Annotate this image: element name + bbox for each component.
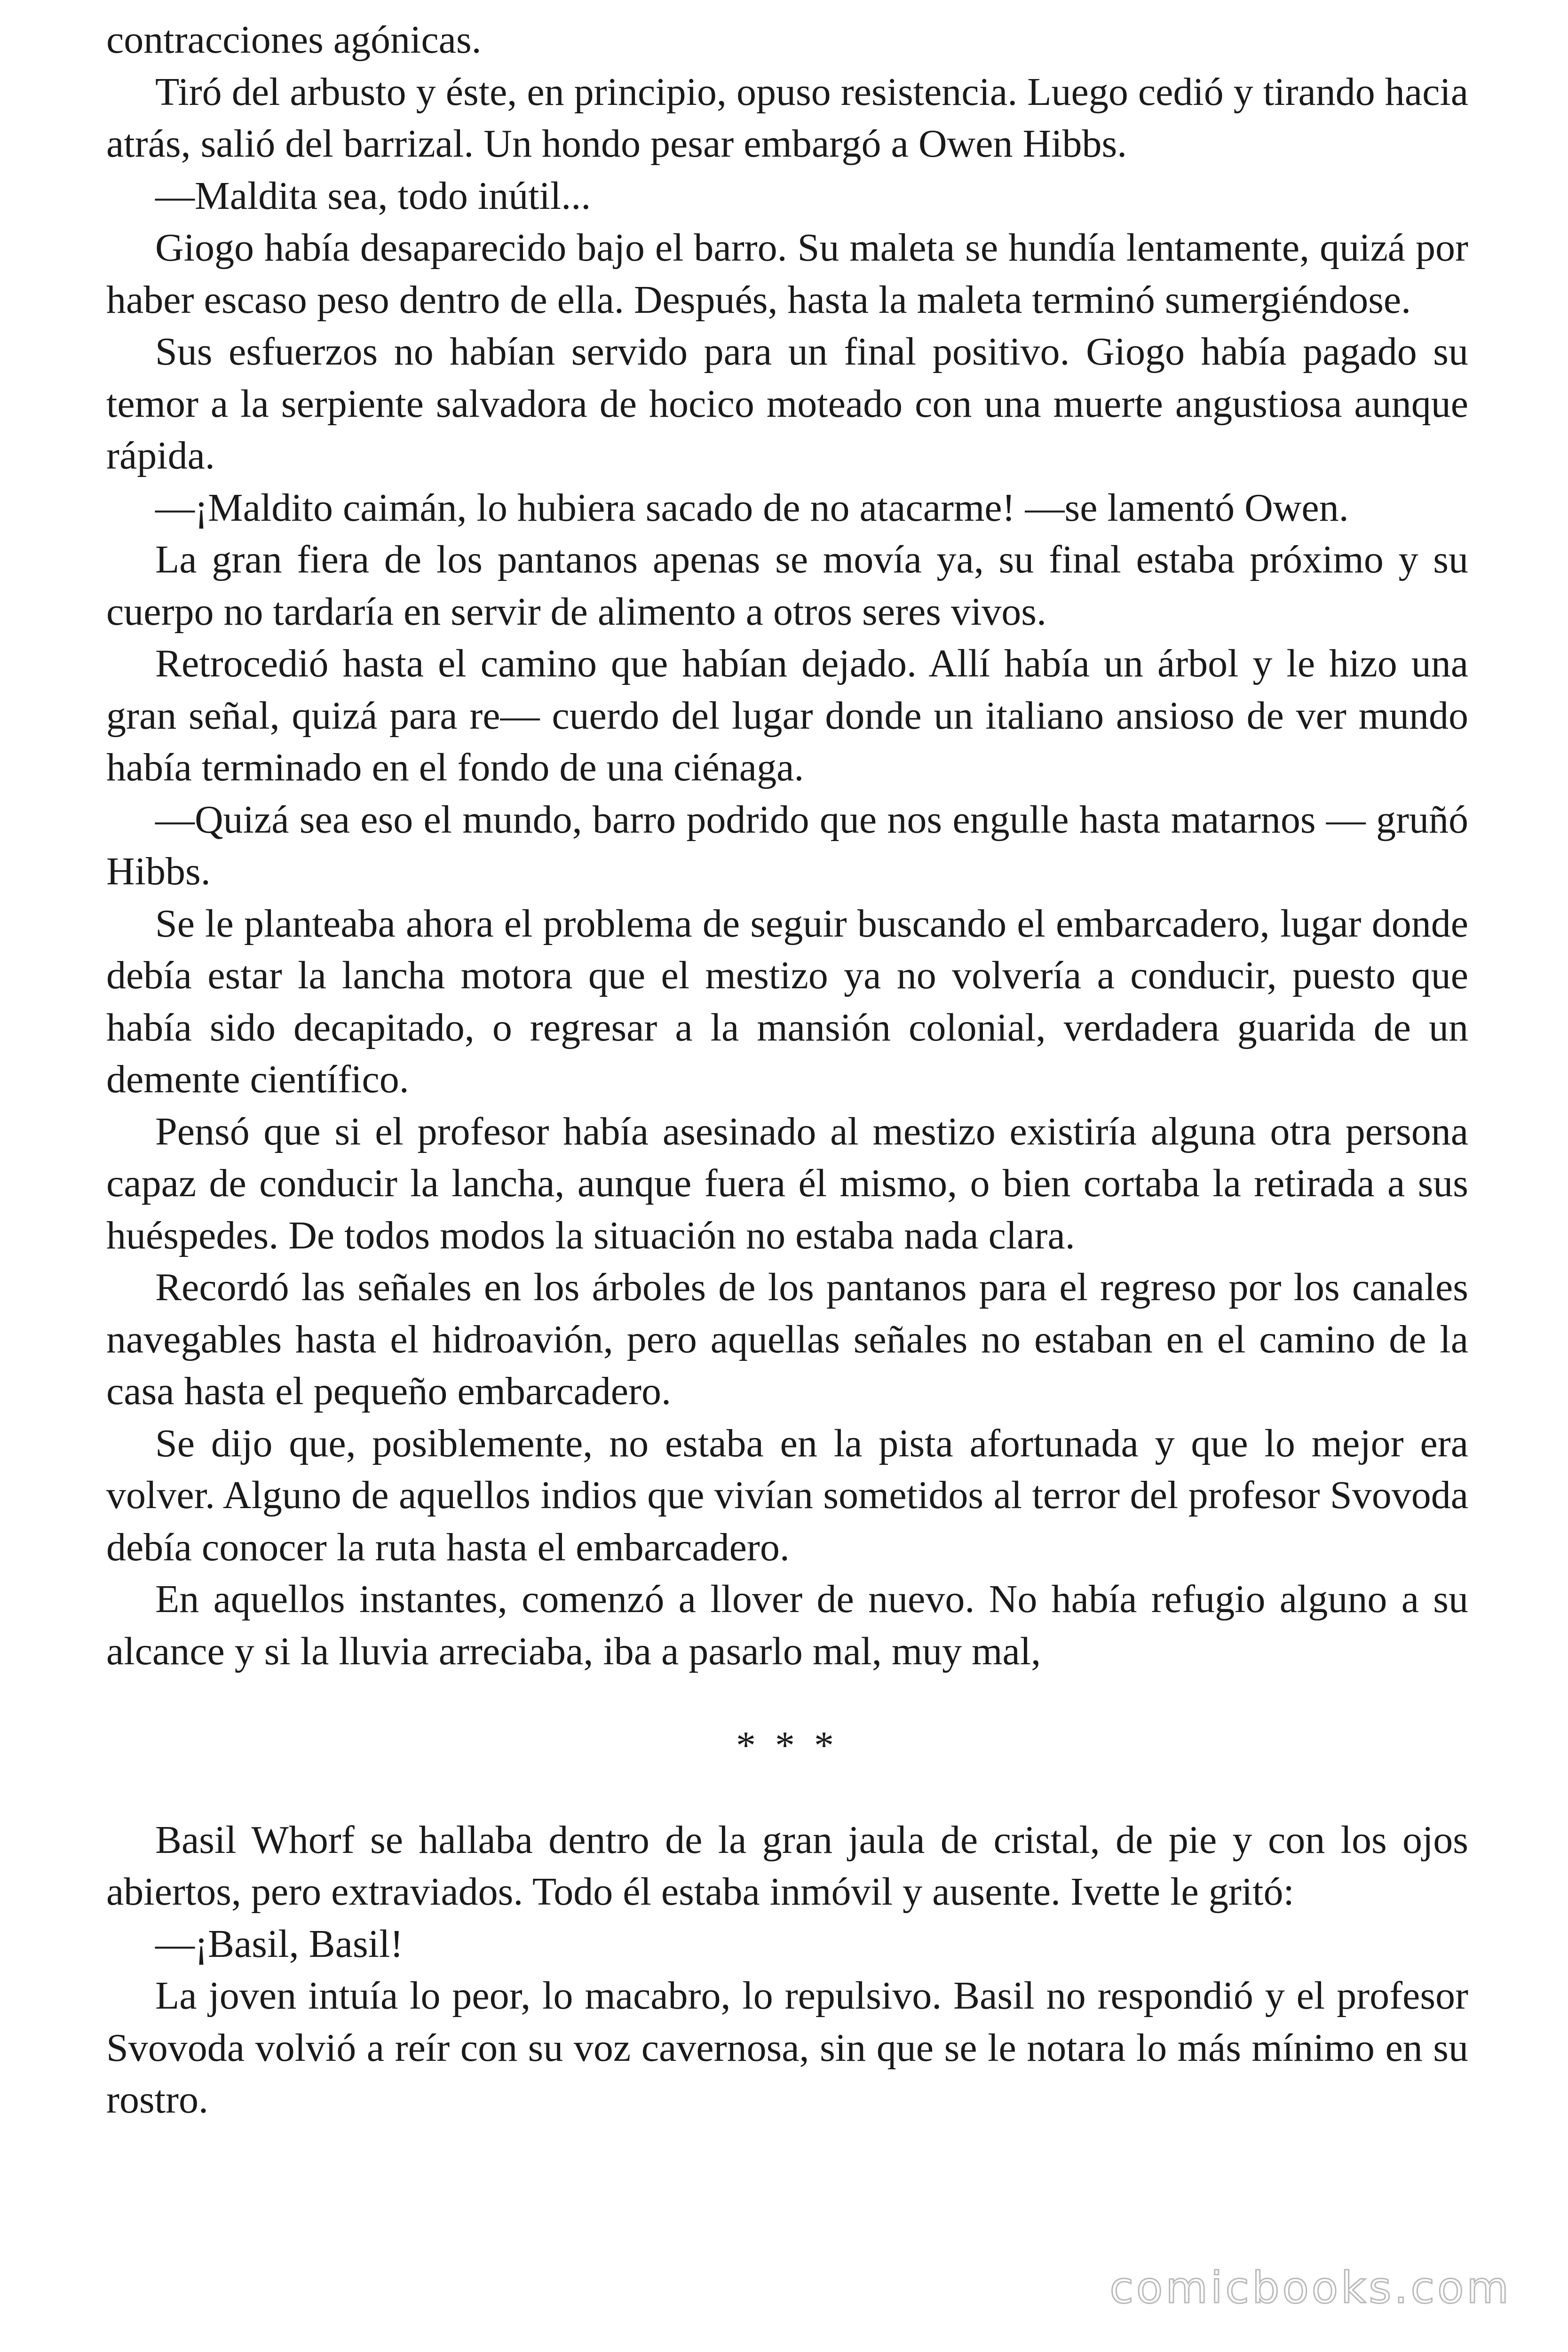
paragraph: En aquellos instantes, comenzó a llover de nuevo. No había refugio alguno a su alcance y si la lluvia arreciaba, iba a pasarlo mal, muy mal, <box>106 1577 1468 1673</box>
paragraph: Recordó las señales en los árboles de los pantanos para el regreso por los canales navegables hasta el hidroavión, pero aquellas señales no estaban en el camino de la casa hasta el pequeño embarcadero. <box>106 1265 1468 1413</box>
paragraph: —Quizá sea eso el mundo, barro podrido que nos engulle hasta matarnos — gruñó Hibbs. <box>106 797 1468 893</box>
paragraph: Retrocedió hasta el camino que habían dejado. Allí había un árbol y le hizo una gran señal, quizá para re— cuerdo del lugar donde un italiano ansioso de ver mundo había terminado en el fondo de una ciénaga. <box>106 642 1468 789</box>
paragraph: Giogo había desaparecido bajo el barro. Su maleta se hundía lentamente, quizá por haber escaso peso dentro de ella. Después, hasta la maleta terminó sumergiéndose. <box>106 226 1468 322</box>
section-separator: * * * <box>736 1724 839 1767</box>
paragraph: Tiró del arbusto y éste, en principio, opuso resistencia. Luego cedió y tirando hacia atrás, salió del barrizal. Un hondo pesar embargó a Owen Hibbs. <box>106 70 1468 166</box>
paragraph: Pensó que si el profesor había asesinado al mestizo existiría alguna otra persona capaz de conducir la lancha, aunque fuera él mismo, o bien cortaba la retirada a sus huéspedes. De todos modos la situación no estaba nada clara. <box>106 1109 1468 1257</box>
paragraph: —¡Maldito caimán, lo hubiera sacado de no atacarme! —se lamentó Owen. <box>155 485 1349 530</box>
paragraph: Se le planteaba ahora el problema de seguir buscando el embarcadero, lugar donde debía estar la lancha motora que el mestizo ya no volvería a conducir, puesto que había sido decapitado, o regresar a la mansión colonial, verdadera guarida de un demente científico. <box>106 901 1468 1101</box>
paragraph: Se dijo que, posiblemente, no estaba en la pista afortunada y que lo mejor era volver. Alguno de aquellos indios que vivían sometidos al terror del profesor Svovoda debía conocer la ruta hasta el embarcadero. <box>106 1421 1468 1569</box>
paragraph: —Maldita sea, todo inútil... <box>155 174 591 218</box>
paragraph: —¡Basil, Basil! <box>155 1922 404 1966</box>
paragraph: contracciones agónicas. <box>106 18 482 62</box>
paragraph: Basil Whorf se hallaba dentro de la gran jaula de cristal, de pie y con los ojos abiertos, pero extraviados. Todo él estaba inmóvil y ausente. Ivette le gritó: <box>106 1818 1468 1914</box>
paragraph: La joven intuía lo peor, lo macabro, lo repulsivo. Basil no respondió y el profesor Svovoda volvió a reír con su voz cavernosa, sin que se le notara lo más mínimo en su rostro. <box>106 1974 1468 2122</box>
page-body <box>106 14 1468 2126</box>
paragraph: Sus esfuerzos no habían servido para un final positivo. Giogo había pagado su temor a la serpiente salvadora de hocico moteado con una muerte angustiosa aunque rápida. <box>106 330 1468 477</box>
paragraph: La gran fiera de los pantanos apenas se movía ya, su final estaba próximo y su cuerpo no tardaría en servir de alimento a otros seres vivos. <box>106 538 1468 634</box>
watermark: comicbooks.com <box>1109 2263 1512 2313</box>
